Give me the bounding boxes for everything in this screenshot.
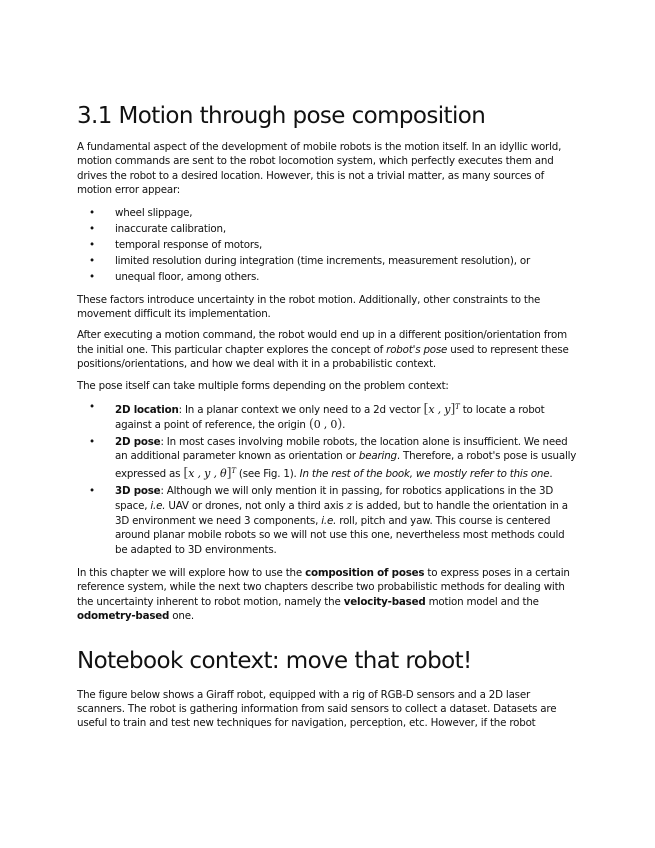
list-item: • unequal floor, among others. <box>89 270 260 283</box>
intro-paragraph: A fundamental aspect of the development of mobile robots is the motion itself. In an idyllic world, motion commands are sent to the robot locomotion system, which perfectly executes them and drives the robot to a desired location. However, this is not a trivial matter, as many sources of motion error appear: <box>77 141 562 197</box>
list-item: • limited resolution during integration (time increments, measurement resolution), or <box>89 254 531 267</box>
pose-concept-paragraph: After executing a motion command, the robot would end up in a different position/orientation from the initial one. This particular chapter explores the concept of robot's pose used to represent these positions/orientations, and how we deal with it in a probabilistic context. <box>77 329 569 371</box>
bullet-icon: • <box>89 401 95 414</box>
pose-forms-list <box>77 400 580 558</box>
bullet-icon: • <box>89 238 95 251</box>
list-item: • temporal response of motors, <box>89 238 263 251</box>
list-item-2d-pose: • 2D pose: In most cases involving mobile robots, the location alone is insufficient. We need an additional parameter known as orientation or bearing. Therefore, a robot's pose is usually expressed as [x , y , θ]$^T$ (see Fig. 1). In the rest of the book, we mostly refer to this one. <box>89 435 577 482</box>
notebook-paragraph: The figure below shows a Giraff robot, equipped with a rig of RGB-D sensors and a 2D laser scanners. The robot is gathering information from said sensors to collect a dataset. Datasets are useful to train and test new techniques for navigation, perception, etc. However, if the robot <box>77 688 557 730</box>
pose-forms-paragraph: The pose itself can take multiple forms depending on the problem context: <box>77 379 449 392</box>
list-item-2d-location: • 2D location: In a planar context we only need to a 2d vector [x , y]$^T$ to locate a robot against a point of reference, the origin (0 , 0). <box>89 401 545 432</box>
bullet-icon: • <box>89 270 95 283</box>
bullet-icon: • <box>89 206 95 219</box>
list-item: • wheel slippage, <box>89 206 193 219</box>
notebook-title: Notebook context: move that robot! <box>77 647 472 674</box>
bullet-icon: • <box>89 435 95 448</box>
bullet-icon: • <box>89 222 95 235</box>
chapter-overview-paragraph: In this chapter we will explore how to use the composition of poses to express poses in a certain reference system, while the next two chapters describe two probabilistic methods for dealing with the uncertainty inherent to robot motion, namely the velocity-based motion model and the odometry-based one. <box>77 567 570 623</box>
list-item: • inaccurate calibration, <box>89 222 226 235</box>
bullet-icon: • <box>89 485 95 498</box>
document-page <box>77 100 580 738</box>
bullet-icon: • <box>89 254 95 267</box>
list-item-3d-pose: • 3D pose: Although we will only mention it in passing, for robotics applications in the 3D space, i.e. UAV or drones, not only a third axis z is added, but to handle the orientation in a 3D environment we need 3 components, i.e. roll, pitch and yaw. This course is centered around planar mobile robots so we will not use this one, nevertheless most methods could be adapted to 3D environments. <box>89 485 568 557</box>
error-sources-list <box>77 205 580 285</box>
section-title: 3.1 Motion through pose composition <box>77 103 486 129</box>
factors-paragraph: These factors introduce uncertainty in the robot motion. Additionally, other constraints to the movement difficult its implementation. <box>77 293 541 321</box>
